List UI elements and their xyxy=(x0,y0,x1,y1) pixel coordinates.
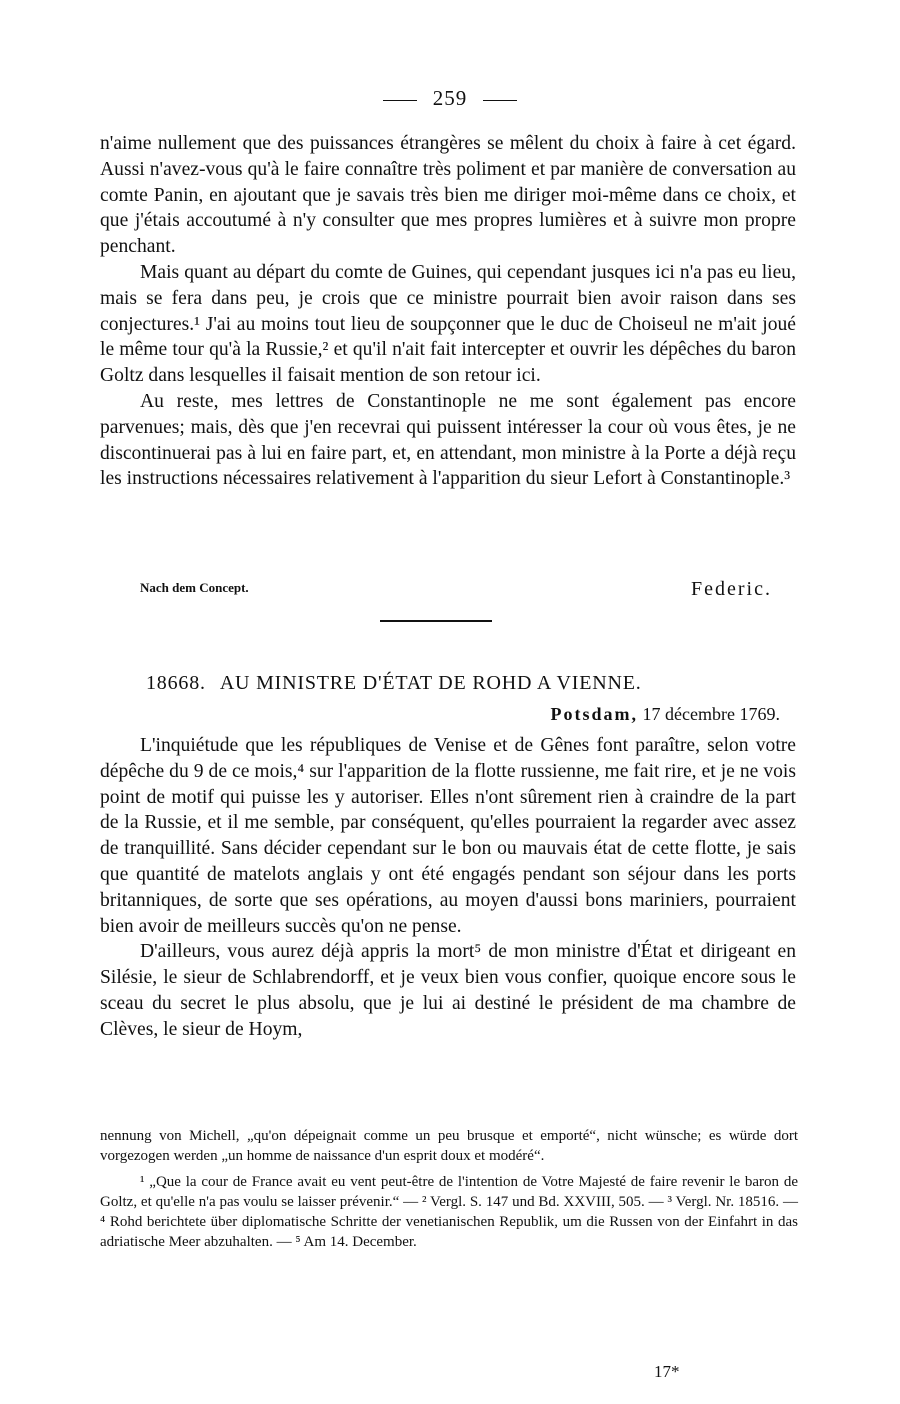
header-dash-right xyxy=(483,100,517,101)
paragraph: L'inquiétude que les républiques de Venise et de Gênes font paraître, selon votre dépêche du 9 de ce mois,⁴ sur l'apparition de la flotte russienne, me fait rire, et je ne vois point de motif qui puisse les y autoriser. Elles n'ont sûrement rien à craindre de la part de la Russie, et il me semble, par conséquent, qu'elles pourraient la regarder avec assez de tranquillité. Sans décider cependant sur le bon ou mauvais état de cette flotte, je sais que quantité de matelots anglais y ont été engagés pendant son séjour dans les ports britanniques, de sorte que ses opérations, au moyen d'aussi bons mariniers, pourraient bien avoir de meilleurs succès qu'on ne pense. xyxy=(100,735,796,937)
signature-mark: 17* xyxy=(654,1362,680,1381)
page-header xyxy=(0,86,900,111)
footnote: ¹ „Que la cour de France avait eu vent peut-être de l'intention de Votre Majesté de faire revenir le baron de Goltz, et qu'elle n'a pas voulu se laisser prévenir.“ — ² Vergl. S. 147 und Bd. XXVIII, 505. — ³ Vergl. Nr. 18516. — ⁴ Rohd berichtete über diplomatische Schritte der venetianischen Republik, um die Russen von der Einfahrt in das adriatische Meer abzuhalten. — ⁵ Am 14. December. xyxy=(100,1174,798,1250)
signature: Federic. xyxy=(691,578,772,600)
paragraph: Mais quant au départ du comte de Guines, qui cependant jusques ici n'a pas eu lieu, mais se fera dans peu, je crois que ce ministre pourrait bien avoir raison dans ses conjectures.¹ J'ai au moins tout lieu de soupçonner que le duc de Choiseul ne m'ait joué le même tour qu'à la Russie,² et qu'il n'ait fait intercepter et ouvrir les dépêches du baron Goltz dans lesquelles il faisait mention de son retour ici. xyxy=(100,261,796,387)
letter-title: AU MINISTRE D'ÉTAT DE ROHD A VIENNE. xyxy=(219,672,642,694)
place-date xyxy=(551,704,780,725)
paragraph: Au reste, mes lettres de Constantinople ne me sont également pas encore parvenues; mais, dès que j'en recevrai qui puissent intéresser la cour où vous êtes, je ne discontinuerai pas à lui en faire part, et, en attendant, mon ministre à la Porte a déjà reçu les instructions nécessaires relativement à l'apparition du sieur Lefort à Constantinople.³ xyxy=(100,390,796,490)
letter-heading xyxy=(146,672,642,695)
letter-place: Potsdam, xyxy=(550,704,639,724)
paragraph: D'ailleurs, vous aurez déjà appris la mort⁵ de mon ministre d'État et dirigeant en Silésie, le sieur de Schlabrendorff, et je veux bien vous confier, quoique encore sous le sceau du secret le plus absolu, que je lui ai destiné le président de ma chambre de Clèves, le sieur de Hoym, xyxy=(100,941,796,1040)
source-note: Nach dem Concept. xyxy=(140,580,249,595)
continuation-text xyxy=(100,131,796,492)
letter-date: 17 décembre 1769. xyxy=(642,704,780,724)
footnote: nennung von Michell, „qu'on dépeignait comme un peu brusque et emporté“, nicht wünsche; es würde dort vorgezogen werden „un homme de naissance d'un esprit doux et modéré“. xyxy=(100,1128,798,1164)
paragraph: n'aime nullement que des puissances étrangères se mêlent du choix à faire à cet égard. Aussi n'avez-vous qu'à le faire connaître très poliment et par manière de conversation au comte Panin, en ajoutant que je savais très bien me diriger moi-même dans ce choix, et que j'étais accoutumé à n'y consulter que mes propres lumières et à suivre mon propre penchant. xyxy=(100,133,796,258)
footnotes xyxy=(100,1126,798,1252)
letter-body xyxy=(100,733,796,1043)
page-number: 259 xyxy=(432,86,468,110)
letter-number: 18668. xyxy=(146,672,206,694)
closing-row xyxy=(100,578,772,604)
section-divider xyxy=(380,620,492,622)
header-dash-left xyxy=(383,100,417,101)
